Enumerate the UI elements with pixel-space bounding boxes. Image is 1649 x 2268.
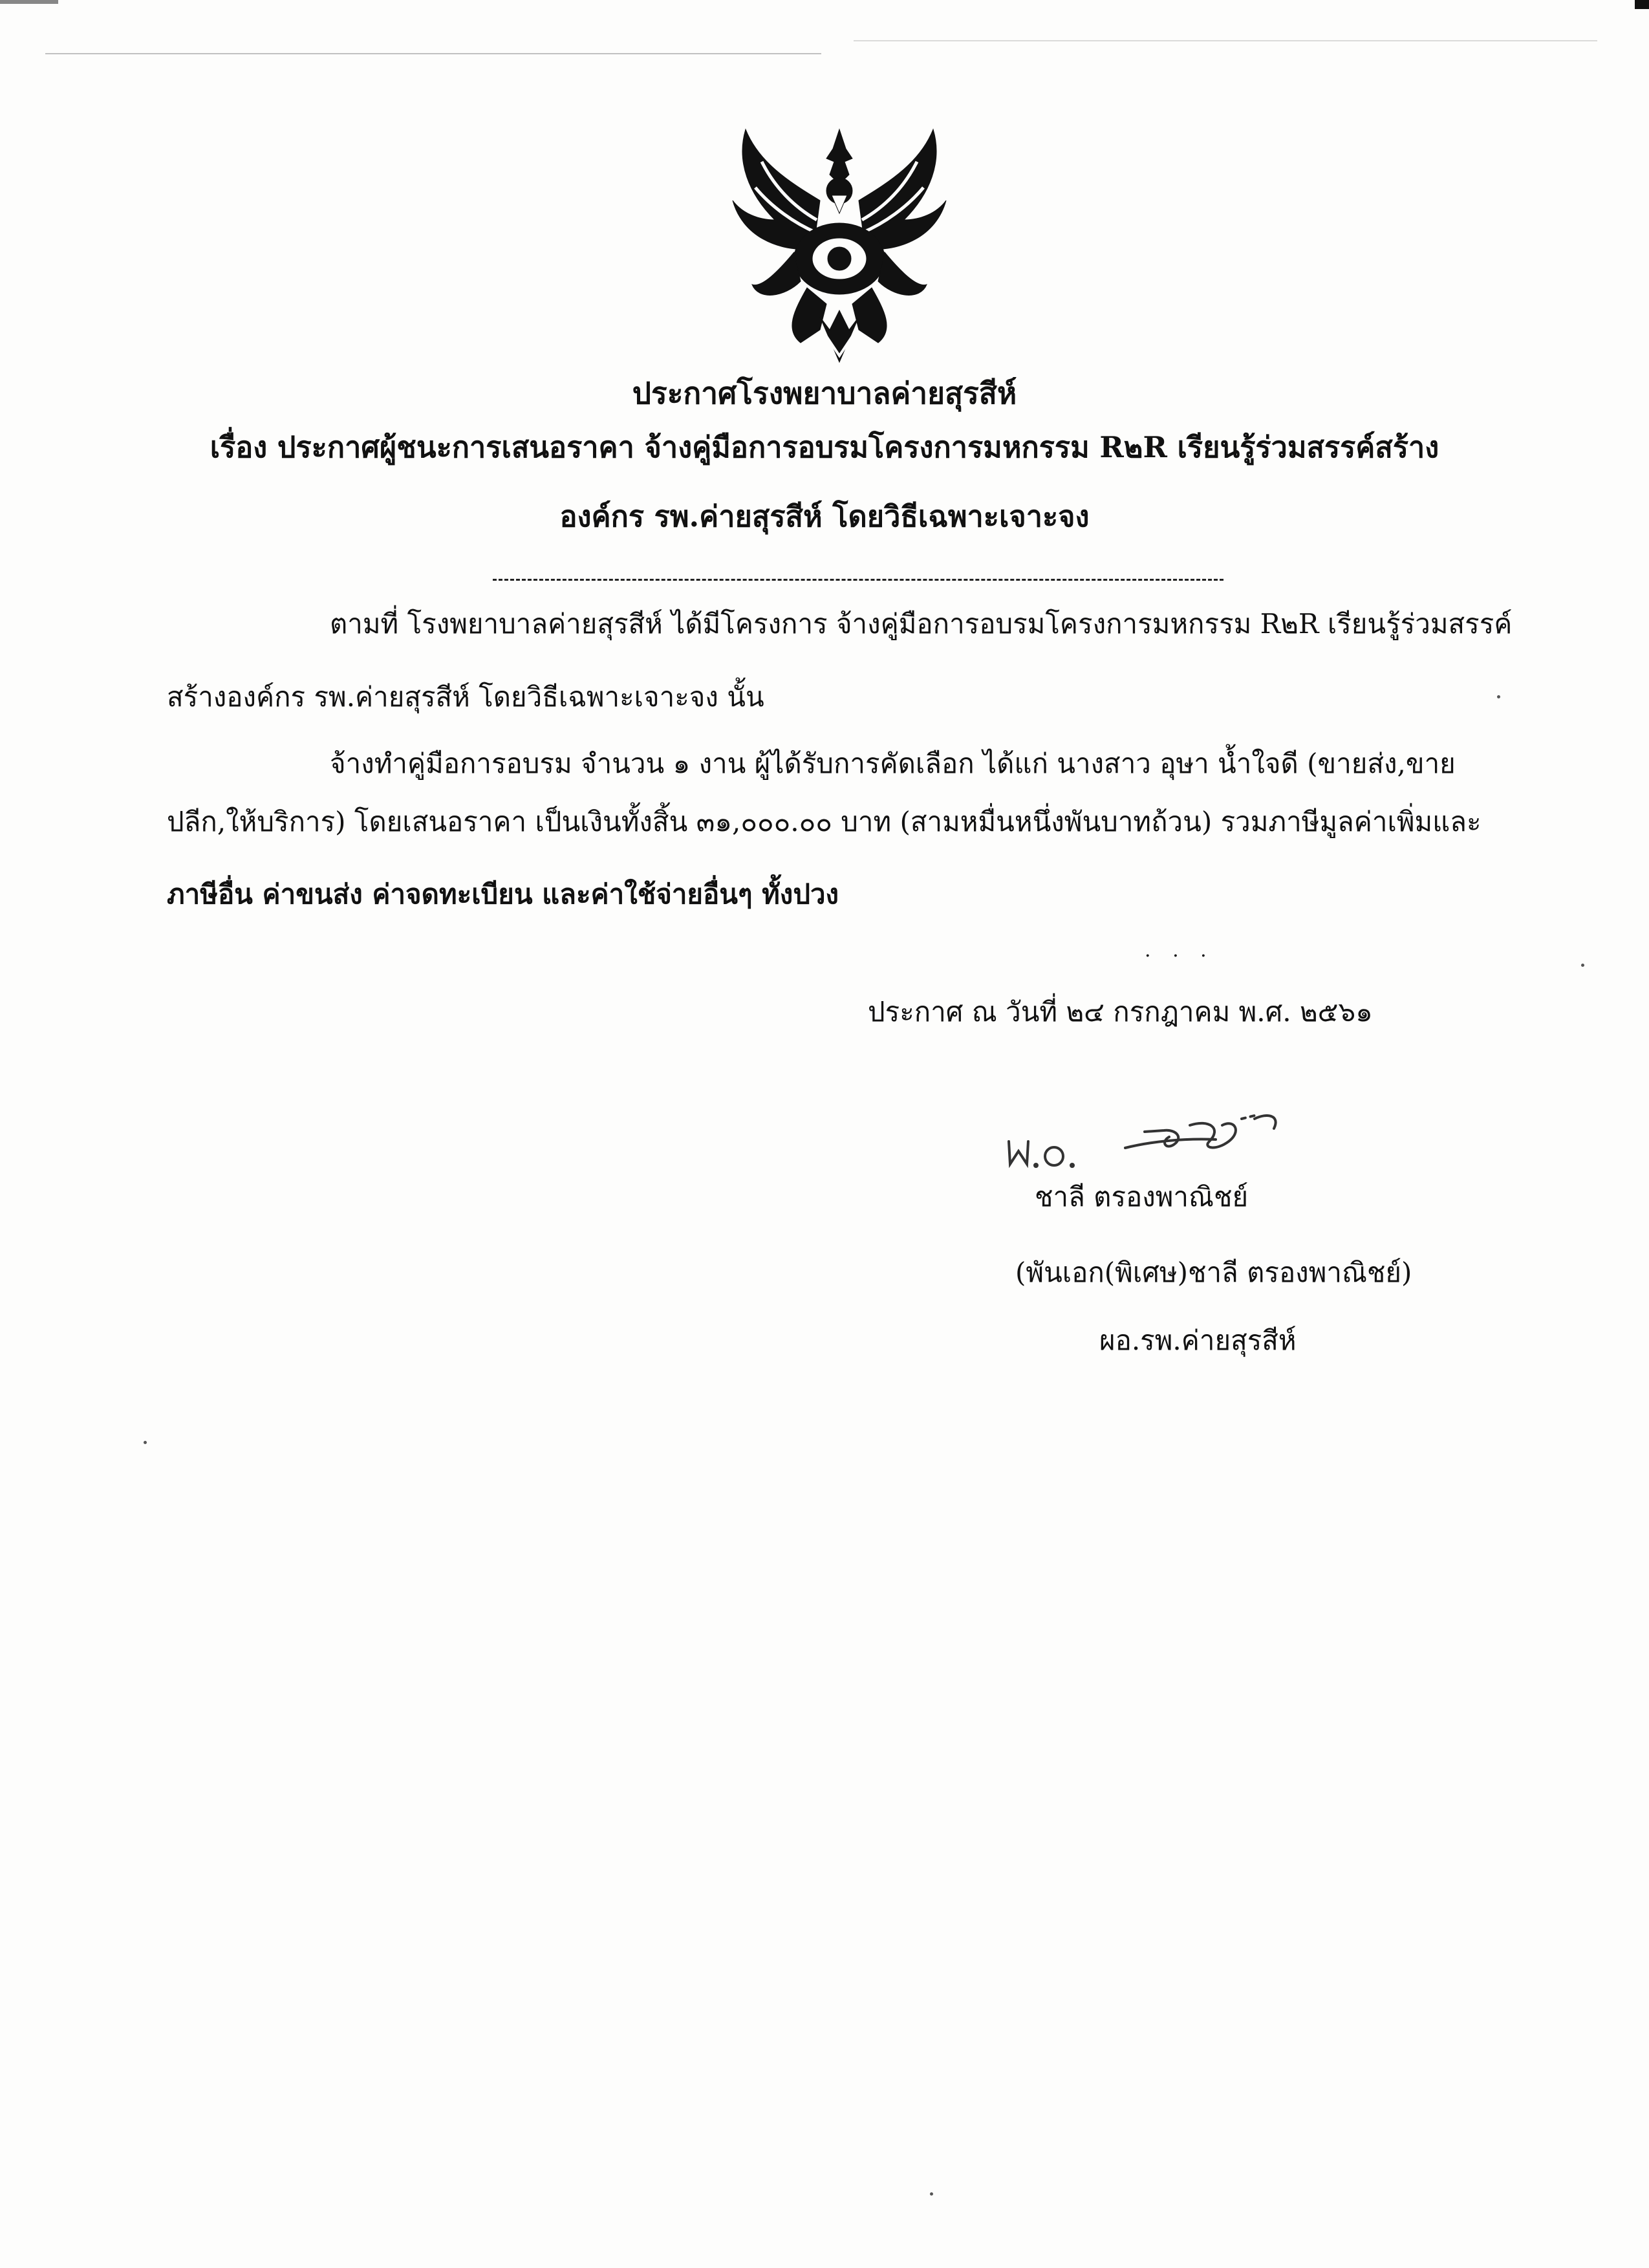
scan-speck — [144, 1441, 147, 1444]
scan-speck — [1581, 964, 1584, 967]
announcement-date: ประกาศ ณ วันที่ ๒๔ กรกฎาคม พ.ศ. ๒๕๖๑ — [868, 996, 1373, 1028]
subject-line-2: องค์กร รพ.ค่ายสุรสีห์ โดยวิธีเฉพาะเจาะจง — [559, 499, 1090, 534]
page-title: ประกาศโรงพยาบาลค่ายสุรสีห์ — [632, 376, 1017, 411]
garuda-emblem-icon — [723, 123, 956, 369]
signatory-name: ชาลี ตรองพาณิชย์ — [1035, 1181, 1249, 1213]
scan-corner-mark — [1635, 0, 1649, 9]
body-paragraph-2-line-1: จ้างทำคู่มือการอบรม จำนวน ๑ งาน ผู้ได้รับการคัดเลือก ได้แก่ นางสาว อุษา น้ำใจดี (ขายส่ง,ขาย — [330, 748, 1456, 779]
body-paragraph-1-line-1: ตามที่ โรงพยาบาลค่ายสุรสีห์ ได้มีโครงการ จ้างคู่มือการอบรมโครงการมหกรรม R๒R เรียนรู้ร่วมสรรค์ — [330, 608, 1513, 640]
dashed-divider — [493, 579, 1223, 581]
body-paragraph-2-line-2: ปลีก,ให้บริการ) โดยเสนอราคา เป็นเงินทั้งสิ้น ๓๑,๐๐๐.๐๐ บาท (สามหมื่นหนึ่งพันบาทถ้วน) รวมภาษีมูลค่าเพิ่มและ — [167, 806, 1482, 837]
body-paragraph-2-line-3: ภาษีอื่น ค่าขนส่ง ค่าจดทะเบียน และค่าใช้จ่ายอื่นๆ ทั้งปวง — [167, 878, 839, 910]
scan-top-line — [45, 53, 821, 54]
scan-speck — [930, 2192, 933, 2196]
decorative-dots: . . . — [1145, 939, 1214, 962]
signatory-full-title: (พันเอก(พิเศษ)ชาลี ตรองพาณิชย์) — [1015, 1257, 1412, 1288]
scan-speck — [1497, 695, 1500, 698]
body-paragraph-1-line-2: สร้างองค์กร รพ.ค่ายสุรสีห์ โดยวิธีเฉพาะเจาะจง นั้น — [167, 681, 764, 713]
scan-top-line-right — [854, 40, 1597, 41]
subject-line-1: เรื่อง ประกาศผู้ชนะการเสนอราคา จ้างคู่มือการอบรมโครงการมหกรรม R๒R เรียนรู้ร่วมสรรค์สร้าง — [210, 430, 1439, 464]
handwritten-signature — [996, 1080, 1319, 1183]
signatory-position: ผอ.รพ.ค่ายสุรสีห์ — [1099, 1324, 1297, 1356]
scan-corner-mark-left — [0, 0, 58, 4]
